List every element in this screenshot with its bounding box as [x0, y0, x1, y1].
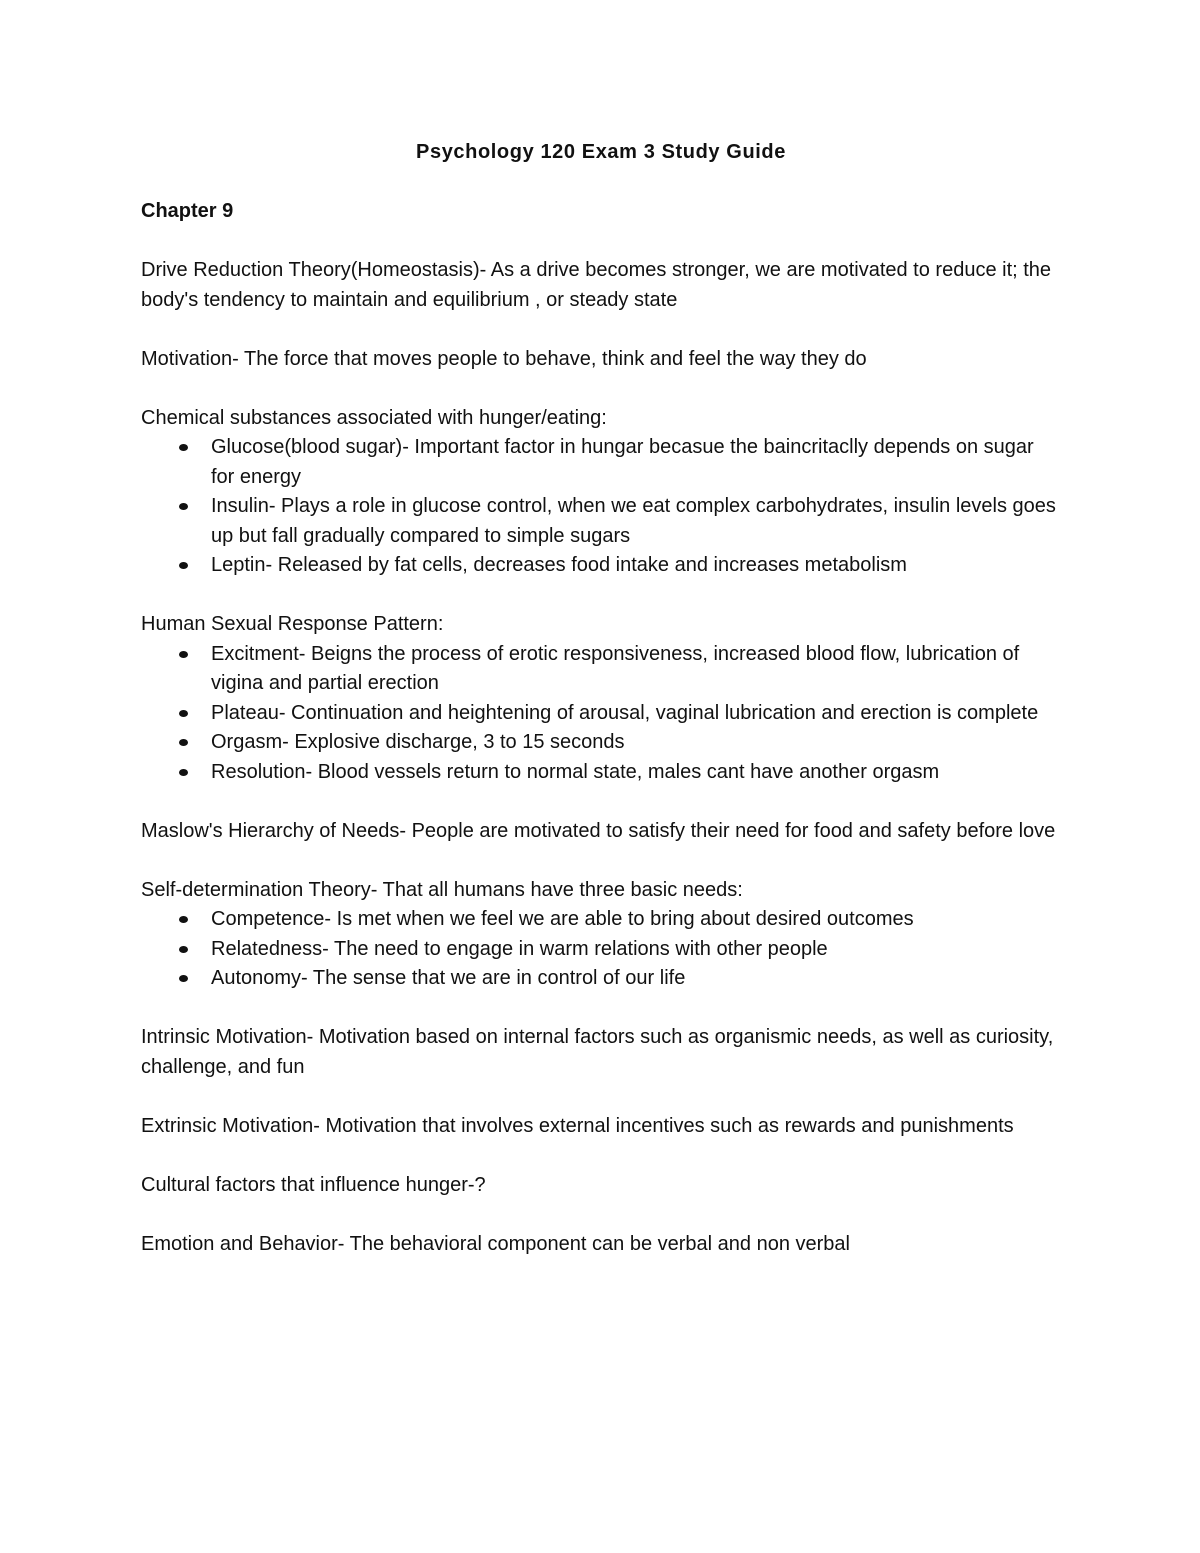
sexual-response-heading: Human Sexual Response Pattern:	[141, 613, 444, 635]
list-item	[141, 433, 1061, 492]
document-title: Psychology 120 Exam 3 Study Guide	[416, 141, 786, 163]
list-item-text: Relatedness- The need to engage in warm relations with other people	[211, 937, 828, 960]
drive-reduction-paragraph: Drive Reduction Theory(Homeostasis)- As a drive becomes stronger, we are motivated to reduce it; the body's tendency to maintain and equilibrium , or steady state	[141, 259, 1052, 311]
maslow-paragraph: Maslow's Hierarchy of Needs- People are motivated to satisfy their need for food and safety before love	[141, 819, 1056, 842]
list-item	[141, 551, 1061, 581]
bullet-icon	[179, 975, 188, 982]
self-determination-list	[141, 905, 1061, 994]
list-item-text: Resolution- Blood vessels return to normal state, males cant have another orgasm	[211, 760, 940, 783]
hunger-list	[141, 433, 1061, 581]
cultural-factors-paragraph: Cultural factors that influence hunger-?	[141, 1173, 486, 1196]
list-item-text: Leptin- Released by fat cells, decreases food intake and increases metabolism	[211, 554, 907, 576]
sexual-response-list	[141, 640, 1061, 788]
list-item-text: Excitment- Beigns the process of erotic responsiveness, increased blood flow, lubrication of vigina and partial erection	[211, 642, 1020, 694]
list-item-text: Orgasm- Explosive discharge, 3 to 15 seconds	[211, 731, 625, 753]
list-item	[141, 964, 1061, 994]
document-page	[141, 138, 1061, 1289]
list-item-text: Plateau- Continuation and heightening of arousal, vaginal lubrication and erection is complete	[211, 701, 1039, 724]
bullet-icon	[179, 503, 188, 510]
list-item	[141, 758, 1061, 788]
list-item	[141, 935, 1061, 965]
emotion-behavior-paragraph: Emotion and Behavior- The behavioral component can be verbal and non verbal	[141, 1232, 850, 1255]
hunger-list-heading: Chemical substances associated with hunger/eating:	[141, 406, 607, 429]
bullet-icon	[179, 739, 188, 746]
bullet-icon	[179, 651, 188, 658]
extrinsic-motivation-paragraph: Extrinsic Motivation- Motivation that involves external incentives such as rewards and punishments	[141, 1114, 1014, 1137]
bullet-icon	[179, 562, 188, 569]
chapter-heading: Chapter 9	[141, 200, 234, 222]
list-item-text: Competence- Is met when we feel we are able to bring about desired outcomes	[211, 908, 914, 930]
bullet-icon	[179, 946, 188, 953]
list-item	[141, 492, 1061, 551]
list-item	[141, 699, 1061, 729]
list-item-text: Glucose(blood sugar)- Important factor in hungar becasue the baincritaclly depends on sugar for energy	[211, 436, 1034, 488]
list-item-text: Insulin- Plays a role in glucose control, when we eat complex carbohydrates, insulin levels goes up but fall gradually compared to simple sugars	[211, 495, 1056, 547]
list-item	[141, 905, 1061, 935]
list-item	[141, 728, 1061, 758]
bullet-icon	[179, 769, 188, 776]
bullet-icon	[179, 916, 188, 923]
motivation-paragraph: Motivation- The force that moves people to behave, think and feel the way they do	[141, 347, 867, 370]
list-item-text: Autonomy- The sense that we are in control of our life	[211, 967, 686, 989]
bullet-icon	[179, 444, 188, 451]
list-item	[141, 640, 1061, 699]
self-determination-heading: Self-determination Theory- That all humans have three basic needs:	[141, 878, 743, 901]
intrinsic-motivation-paragraph: Intrinsic Motivation- Motivation based on internal factors such as organismic needs, as well as curiosity, challenge, and fun	[141, 1026, 1054, 1078]
bullet-icon	[179, 710, 188, 717]
